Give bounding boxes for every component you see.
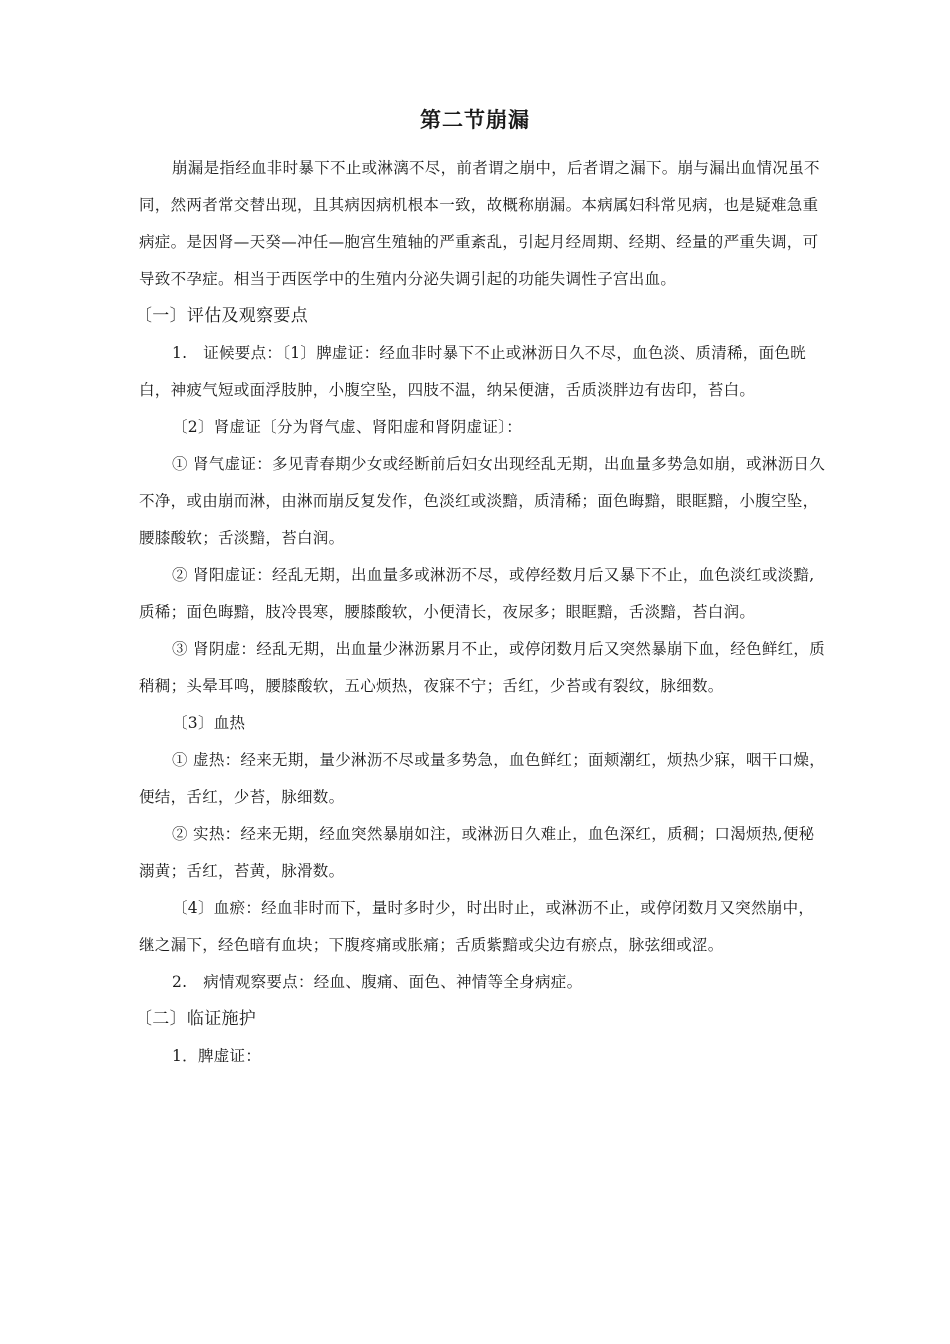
syndrome-points-item: 1. 证候要点：〔1〕脾虚证：经血非时暴下不止或淋沥日久不尽，血色淡、质清稀，面色晄白，神疲气短或面浮肢肿，小腹空坠，四肢不温，纳呆便溏，舌质淡胖边有齿印，苔白。 [139,344,807,399]
kidney-qi-deficiency: ① 肾气虚证：多见青春期少女或经断前后妇女出现经乱无期，出血量多势急如崩，或淋沥日久不净，或由崩而淋，由淋而崩反复发作，色淡红或淡黯，质清稀；面色晦黯，眼眶黯，小腹空坠，腰膝酸软；舌淡黯，苔白润。 [139,455,826,547]
document-body [135,150,827,1075]
page-title: 第二节崩漏 [420,108,530,132]
section-heading-clinical-care: 〔二〕临证施护 [135,1009,257,1029]
kidney-yin-deficiency: ③ 肾阴虚：经乱无期，出血量少淋沥累月不止，或停闭数月后又突然暴崩下血，经色鲜红，质稍稠；头晕耳鸣，腰膝酸软，五心烦热，夜寐不宁；舌红，少苔或有裂纹，脉细数。 [139,640,826,695]
kidney-yang-deficiency: ② 肾阳虚证：经乱无期，出血量多或淋沥不尽，或停经数月后又暴下不止，血色淡红或淡黯,质稀；面色晦黯，肢冷畏寒，腰膝酸软，小便清长，夜尿多；眼眶黯，舌淡黯，苔白润。 [139,566,815,621]
spleen-deficiency-subheading: 1．脾虚证： [172,1047,262,1065]
section-heading-assessment: 〔一〕评估及观察要点 [135,306,308,326]
observation-points-item: 2. 病情观察要点：经血、腹痛、面色、神情等全身病症。 [172,973,583,991]
blood-heat-heading: 〔3〕血热 [172,714,246,732]
deficiency-heat-paragraph: ① 虚热：经来无期，量少淋沥不尽或量多势急，血色鲜红；面颊潮红，烦热少寐，咽干口燥，便结，舌红，少苔，脉细数。 [139,751,826,806]
intro-paragraph: 崩漏是指经血非时暴下不止或淋漓不尽，前者谓之崩中，后者谓之漏下。崩与漏出血情况虽不同，然两者常交替出现，且其病因病机根本一致，故概称崩漏。本病属妇科常见病，也是疑难急重病症。是因肾—天癸—冲任—胞宫生殖轴的严重紊乱，引起月经周期、经期、经量的严重失调，可导致不孕症。相当于西医学中的生殖内分泌失调引起的功能失调性子宫出血。 [139,159,820,288]
kidney-deficiency-heading: 〔2〕肾虚证〔分为肾气虚、肾阳虚和肾阴虚证〕： [172,418,523,436]
blood-stasis-paragraph: 〔4〕血瘀：经血非时而下，量时多时少，时出时止，或淋沥不止，或停闭数月又突然崩中，继之漏下，经色暗有血块；下腹疼痛或胀痛；舌质紫黯或尖边有瘀点，脉弦细或涩。 [139,899,815,954]
excess-heat-paragraph: ② 实热：经来无期，经血突然暴崩如注，或淋沥日久难止，血色深红，质稠；口渴烦热,便秘溺黄；舌红，苔黄，脉滑数。 [139,825,815,880]
